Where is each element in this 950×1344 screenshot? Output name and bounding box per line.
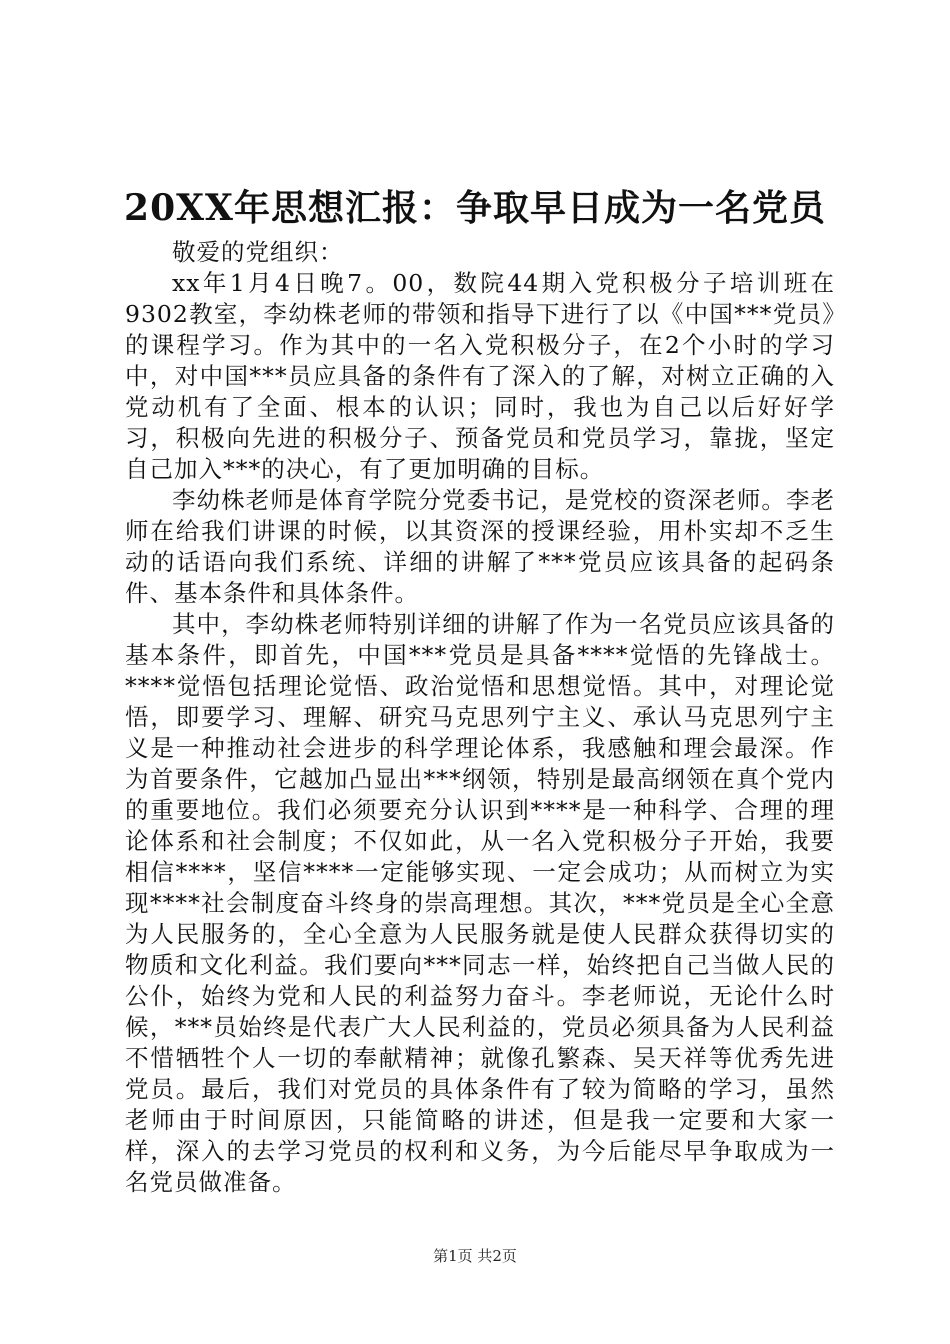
salutation: 敬爱的党组织： xyxy=(172,238,344,266)
document-body xyxy=(125,237,835,1198)
paragraph: xx年1月4日晚7。00，数院44期入党积极分子培训班在9302教室，李幼株老师的带领和指导下进行了以《中国***党员》的课程学习。作为其中的一名入党积极分子，在2个小时的学习中，对中国***员应具备的条件有了深入的了解，对树立正确的入党动机有了全面、根本的认识；同时，我也为自己以后好好学习，积极向先进的积极分子、预备党员和党员学习，靠拢，坚定自己加入***的决心，有了更加明确的目标。 xyxy=(125,269,835,483)
page-number-footer: 第1页 共2页 xyxy=(433,1247,517,1265)
paragraph: 李幼株老师是体育学院分党委书记，是党校的资深老师。李老师在给我们讲课的时候，以其资深的授课经验，用朴实却不乏生动的话语向我们系统、详细的讲解了***党员应该具备的起码条件、基本条件和具体条件。 xyxy=(125,486,835,607)
document-title: 20XX年思想汇报：争取早日成为一名党员 xyxy=(124,187,826,229)
paragraph: 其中，李幼株老师特别详细的讲解了作为一名党员应该具备的基本条件，即首先，中国***党员是具备****觉悟的先锋战士。****觉悟包括理论觉悟、政治觉悟和思想觉悟。其中，对理论觉悟，即要学习、理解、研究马克思列宁主义、承认马克思列宁主义是一种推动社会进步的科学理论体系，我感触和理会最深。作为首要条件，它越加凸显出***纲领，特别是最高纲领在真个党内的重要地位。我们必须要充分认识到****是一种科学、合理的理论体系和社会制度；不仅如此，从一名入党积极分子开始，我要相信****，坚信****一定能够实现、一定会成功；从而树立为实现****社会制度奋斗终身的崇高理想。其次，***党员是全心全意为人民服务的，全心全意为人民服务就是使人民群众获得切实的物质和文化利益。我们要向***同志一样，始终把自己当做人民的公仆，始终为党和人民的利益努力奋斗。李老师说，无论什么时候，***员始终是代表广大人民利益的，党员必须具备为人民利益不惜牺牲个人一切的奉献精神；就像孔繁森、吴天祥等优秀先进党员。最后，我们对党员的具体条件有了较为简略的学习，虽然老师由于时间原因，只能简略的讲述，但是我一定要和大家一样，深入的去学习党员的权利和义务，为今后能尽早争取成为一名党员做准备。 xyxy=(125,610,835,1196)
